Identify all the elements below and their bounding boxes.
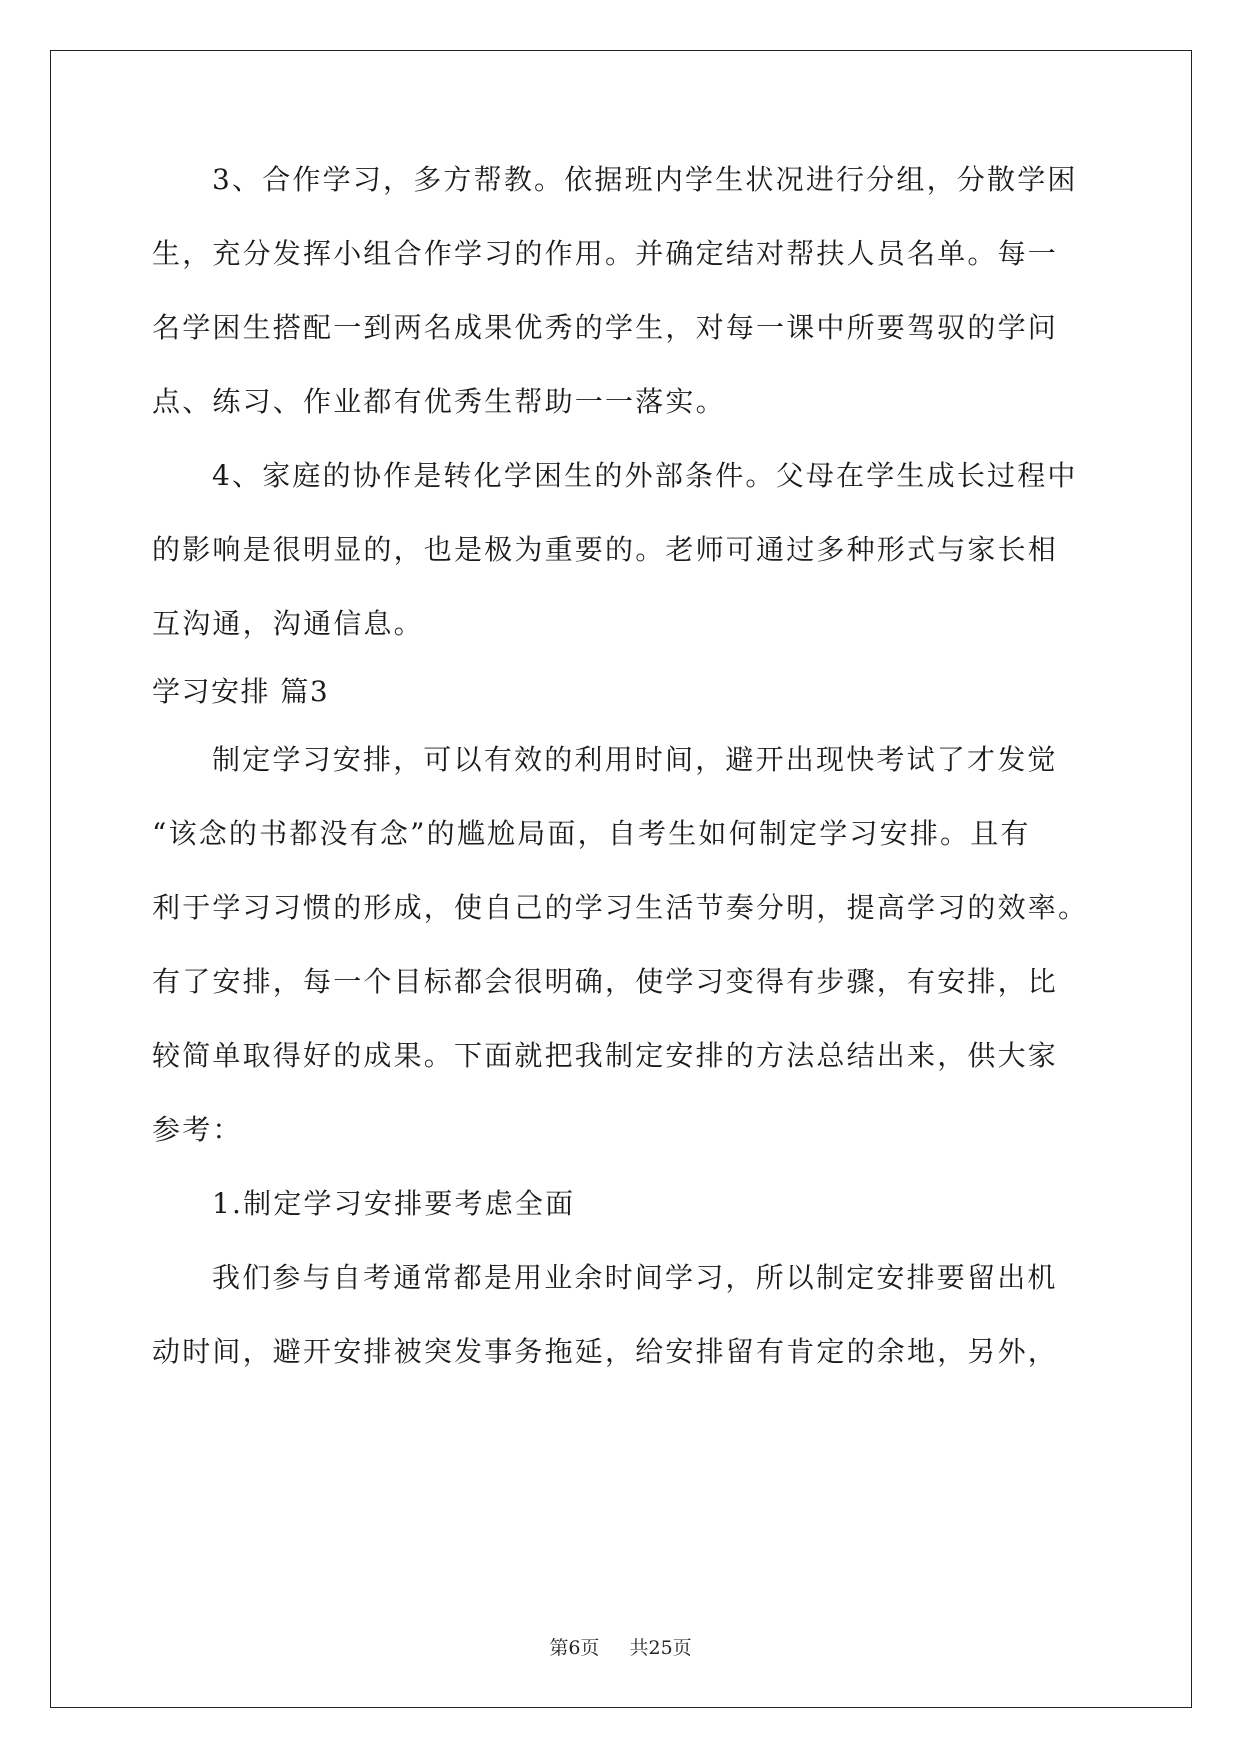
total-pages: 共25页 [629,1637,692,1659]
paragraph-line: 名学困生搭配一到两名成果优秀的学生，对每一课中所要驾驭的学问 [152,311,1059,344]
paragraph-line: 的影响是很明显的，也是极为重要的。老师可通过多种形式与家长相 [152,533,1059,566]
paragraph-line: 4、家庭的协作是转化学困生的外部条件。父母在学生成长过程中 [212,459,1078,492]
paragraph-line: “该念的书都没有念”的尴尬局面，自考生如何制定学习安排。且有 [152,817,1031,850]
paragraph-line: 互沟通，沟通信息。 [152,607,424,640]
paragraph-line: 生，充分发挥小组合作学习的作用。并确定结对帮扶人员名单。每一 [152,237,1059,270]
paragraph-line: 较简单取得好的成果。下面就把我制定安排的方法总结出来，供大家 [152,1039,1059,1072]
paragraph-line: 动时间，避开安排被突发事务拖延，给安排留有肯定的余地，另外， [152,1335,1059,1368]
section-heading: 学习安排 篇3 [152,675,330,708]
paragraph-line: 有了安排，每一个目标都会很明确，使学习变得有步骤，有安排，比 [152,965,1059,998]
paragraph-line: 3、合作学习，多方帮教。依据班内学生状况进行分组，分散学困 [212,163,1078,196]
paragraph-line: 点、练习、作业都有优秀生帮助一一落实。 [152,385,726,418]
page-number: 第6页 [549,1637,600,1659]
paragraph-line: 参考： [152,1113,243,1146]
paragraph-line: 制定学习安排，可以有效的利用时间，避开出现快考试了才发觉 [212,743,1058,776]
page-border [50,50,1192,1708]
paragraph-line: 利于学习习惯的形成，使自己的学习生活节奏分明，提高学习的效率。 [152,891,1089,924]
subheading-line: 1.制定学习安排要考虑全面 [212,1187,576,1220]
paragraph-line: 我们参与自考通常都是用业余时间学习，所以制定安排要留出机 [212,1261,1058,1294]
page-footer [0,1633,1241,1660]
